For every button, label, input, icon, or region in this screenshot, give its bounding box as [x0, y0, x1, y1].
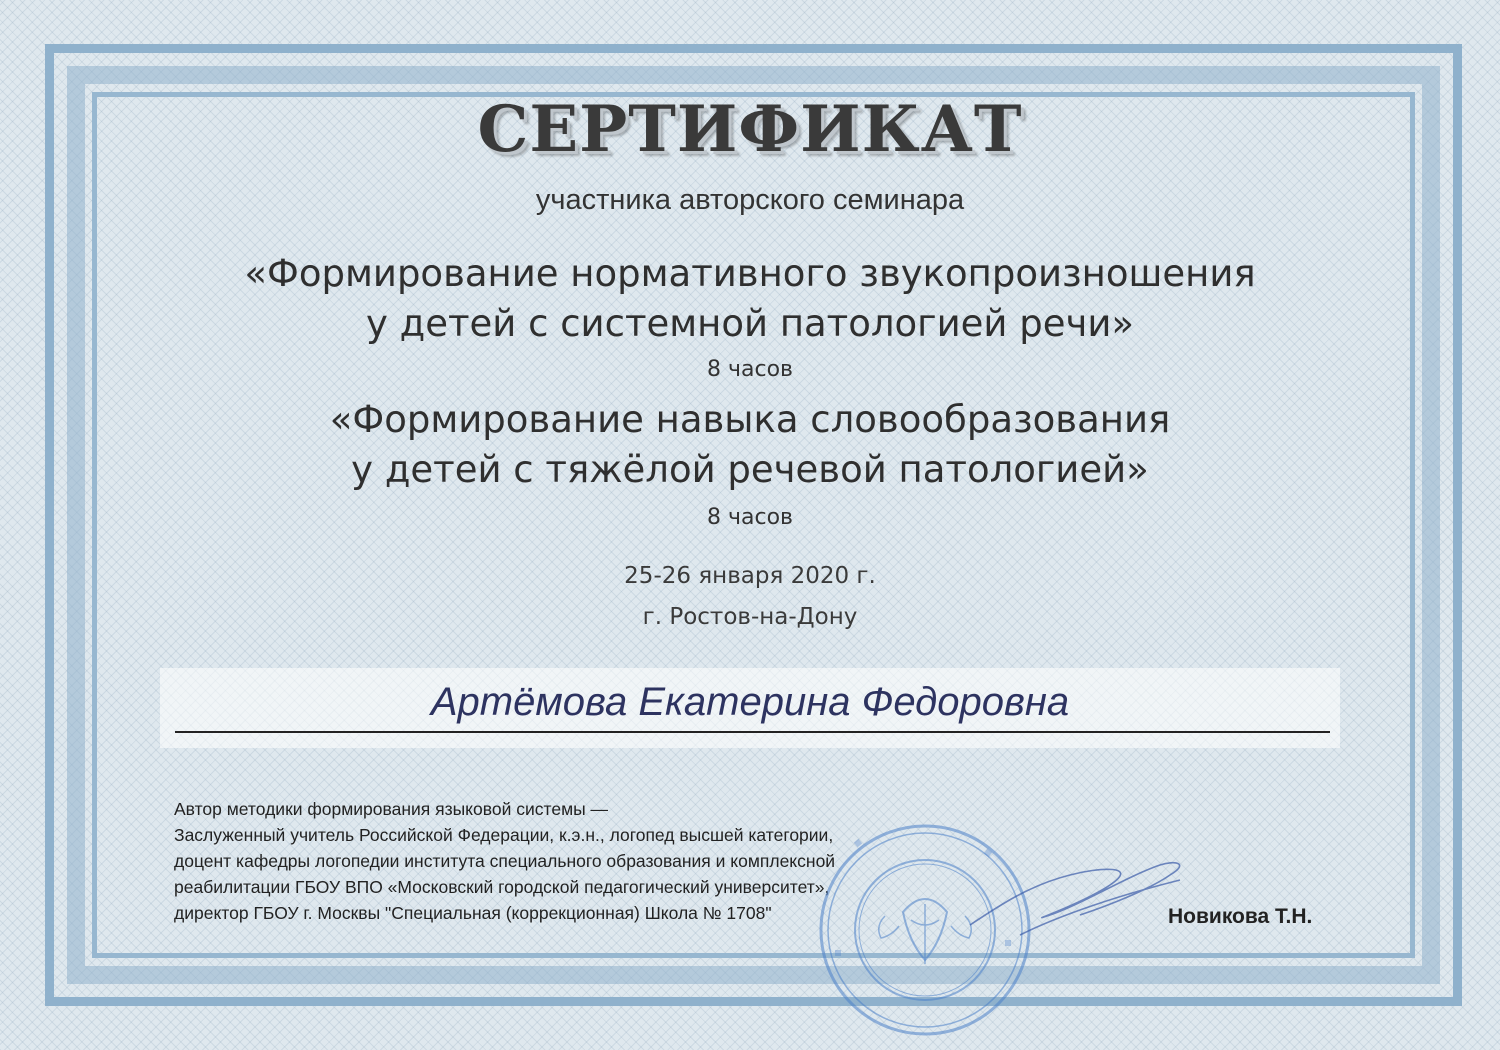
seminar-2-hours: 8 часов: [707, 505, 793, 530]
seminar-city: г. Ростов-на-Дону: [642, 604, 858, 630]
seminar-date: 25-26 января 2020 г.: [624, 563, 876, 589]
seminar-2-title-line-1: «Формирование навыка словообразования: [329, 398, 1171, 441]
participant-name: Артёмова Екатерина Федоровна: [430, 680, 1070, 724]
seminar-1-hours: 8 часов: [707, 357, 793, 382]
author-bio-line: доцент кафедры логопедии института специального образования и комплексной: [174, 851, 836, 871]
author-bio-line: реабилитации ГБОУ ВПО «Московский городской педагогический университет»,: [174, 877, 830, 897]
author-bio-line: Автор методики формирования языковой системы —: [174, 799, 609, 819]
seminar-1-title-line-1: «Формирование нормативного звукопроизношения: [244, 252, 1256, 295]
author-bio-line: Заслуженный учитель Российской Федерации, к.э.н., логопед высшей категории,: [174, 825, 834, 845]
name-underline: [175, 731, 1330, 733]
seminar-2-title-line-2: у детей с тяжёлой речевой патологией»: [351, 448, 1149, 491]
seminar-1-title-line-2: у детей с системной патологией речи»: [365, 302, 1135, 345]
author-bio-line: директор ГБОУ г. Москвы "Специальная (коррекционная) Школа № 1708": [174, 903, 772, 923]
certificate-subtitle: участника авторского семинара: [535, 184, 965, 216]
signature-icon: [960, 845, 1200, 955]
certificate-title: СЕРТИФИКАТ: [477, 92, 1023, 167]
signer-name: Новикова Т.Н.: [1168, 905, 1313, 928]
